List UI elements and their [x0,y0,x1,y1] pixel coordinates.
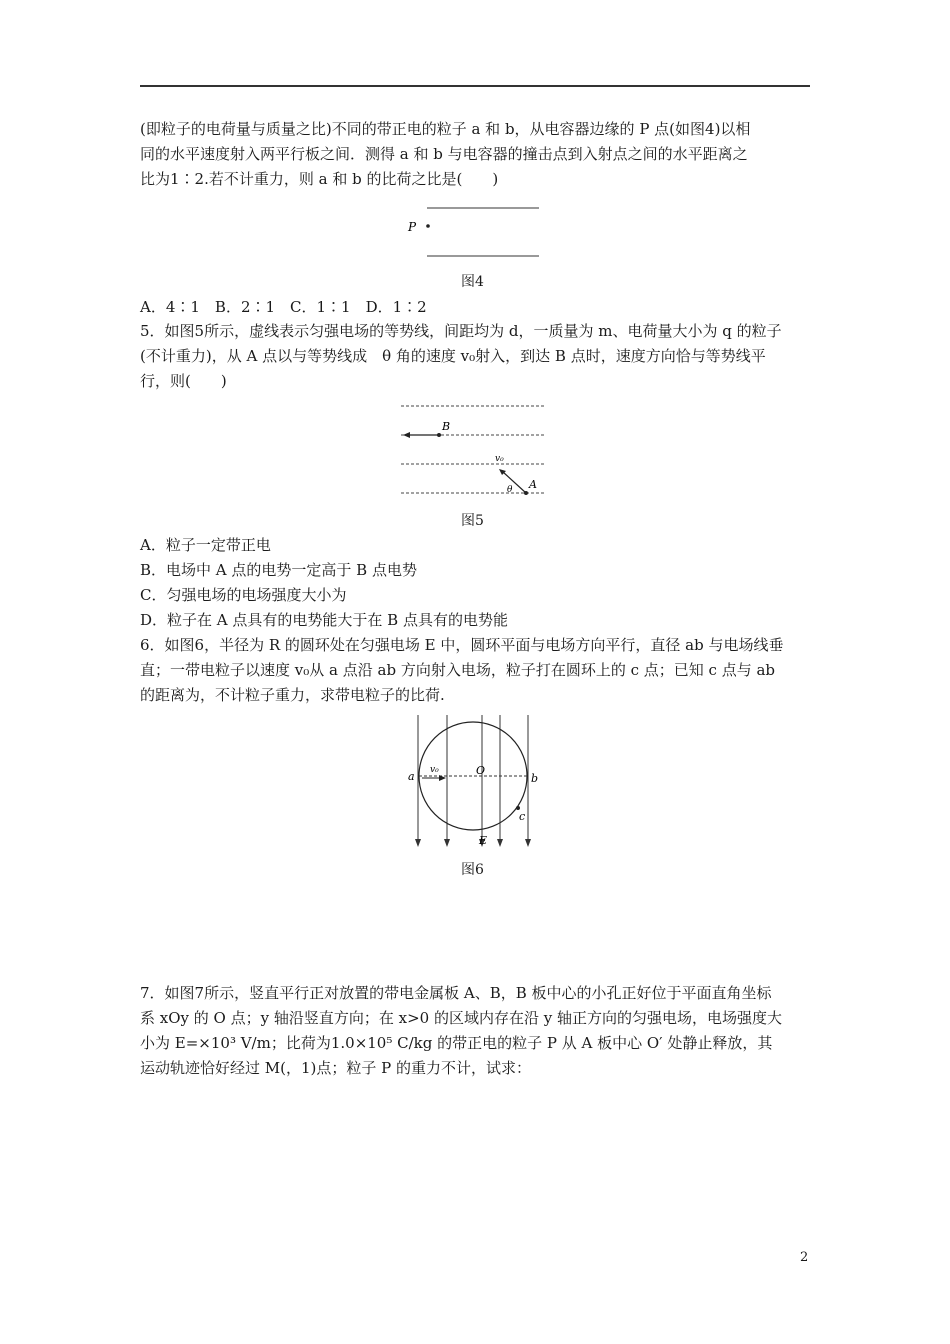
q5-line-3: 行，则( ) [140,372,227,390]
q5-option-a: A．粒子一定带正电 [140,536,271,554]
center-o-label: O [476,764,486,777]
figure-4-caption: 图4 [461,274,484,290]
figure-6-caption: 图6 [461,862,484,878]
point-b-dot [437,433,441,437]
field-e-label: E [479,834,488,847]
header-rule [140,85,810,87]
page-number: 2 [800,1250,809,1265]
q5-line-1: 5．如图5所示，虚线表示匀强电场的等势线，间距均为 d，一质量为 m、电荷量大小为 q 的粒子 [140,322,782,340]
v0-label: v₀ [430,765,439,775]
figure-4 [400,200,550,265]
theta-label: θ [507,485,513,495]
q4-options: A．4∶1 B．2∶1 C．1∶1 D．1∶2 [140,298,427,316]
q5-line-2: (不计重力)，从 A 点以与等势线成 θ 角的速度 v₀射入，到达 B 点时，速度方向恰与等势线平 [140,347,766,365]
figure-5 [395,400,555,500]
q6-line-1: 6．如图6，半径为 R 的圆环处在匀强电场 E 中，圆环平面与电场方向平行，直径 ab 与电场线垂 [140,636,784,654]
q4-line-3: 比为1∶2.若不计重力，则 a 和 b 的比荷之比是( ) [140,170,499,188]
q6-line-3: 的距离为，不计粒子重力，求带电粒子的比荷. [140,686,445,704]
q5-option-b: B．电场中 A 点的电势一定高于 B 点电势 [140,561,417,579]
q6-line-2: 直；一带电粒子以速度 v₀从 a 点沿 ab 方向射入电场，粒子打在圆环上的 c 点；已知 c 点与 ab [140,661,776,679]
q7-line-2: 系 xOy 的 O 点；y 轴沿竖直方向；在 x>0 的区域内存在沿 y 轴正方向的匀强电场，电场强度大 [140,1009,782,1027]
q7-line-4: 运动轨迹恰好经过 M(，1)点；粒子 P 的重力不计，试求： [140,1059,532,1077]
point-a-label: a [408,770,415,783]
arrowhead-at-b [403,432,410,438]
q5-option-c: C．匀强电场的电场强度大小为 [140,586,347,604]
q4-line-2: 同的水平速度射入两平行板之间．测得 a 和 b 与电容器的撞击点到入射点之间的水平距离之 [140,145,748,163]
q4-line-1: (即粒子的电荷量与质量之比)不同的带正电的粒子 a 和 b，从电容器边缘的 P 点(如图4)以相 [140,120,751,138]
q7-line-1: 7．如图7所示，竖直平行正对放置的带电金属板 A、B，B 板中心的小孔正好位于平面直角坐标 [140,984,772,1002]
figure-5-caption: 图5 [461,513,484,529]
point-b-label: B [442,420,451,433]
point-a-dot [524,491,528,495]
point-p-dot [426,224,430,228]
point-c-label: c [519,810,526,823]
point-p-label: P [408,220,417,234]
point-b-label: b [531,772,539,785]
figure-6 [400,712,550,857]
v0-label: v₀ [495,454,504,464]
point-a-label: A [529,478,537,491]
q5-option-d: D．粒子在 A 点具有的电势能大于在 B 点具有的电势能 [140,611,508,629]
q7-line-3: 小为 E=×10³ V/m；比荷为1.0×10⁵ C/kg 的带正电的粒子 P 从 A 板中心 O′ 处静止释放，其 [140,1034,773,1052]
